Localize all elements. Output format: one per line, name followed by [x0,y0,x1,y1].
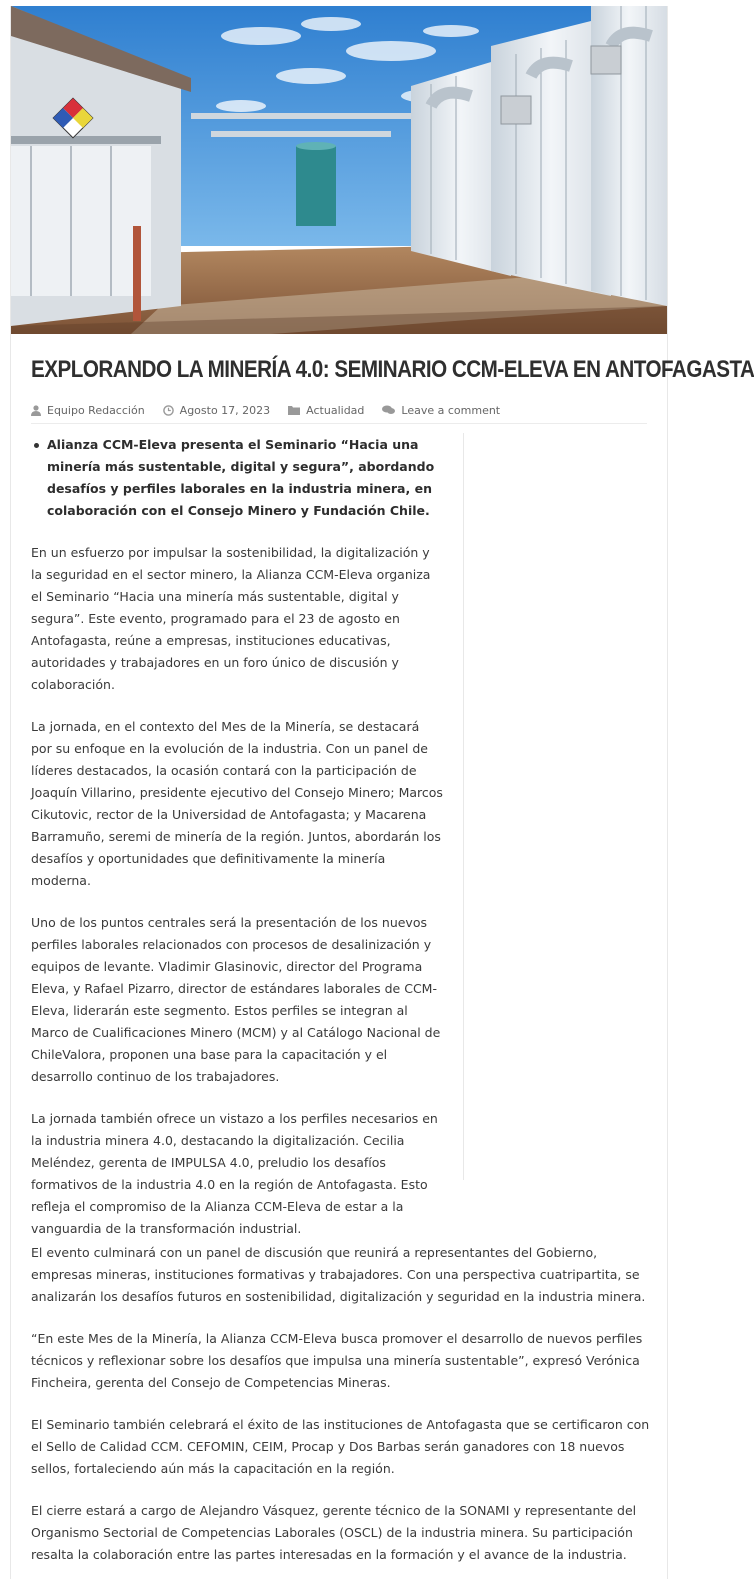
paragraph: La jornada, en el contexto del Mes de la Minería, se destacará por su enfoque en la evolución de la industria. Con un panel de líderes destacados, la ocasión contará con la participación de Joaquín Villarino, presidente ejecutivo del Consejo Minero; Marcos Cikutovic, rector de la Universidad de Antofagasta; y Macarena Barramuño, seremi de minería de la región. Juntos, abordarán los desafíos y oportunidades que definitivamente la minería moderna. [31,719,443,888]
comments-icon [382,405,395,415]
meta-author[interactable] [31,404,145,417]
category-link: Actualidad [306,403,365,417]
paragraph: El Seminario también celebrará el éxito de las instituciones de Antofagasta que se certificaron con el Sello de Calidad CCM. CEFOMIN, CEIM, Procap y Dos Barbas serán ganadores con 18 nuevos sellos, fortaleciendo aún más la capacitación en la región. [31,1417,650,1476]
sidebar-divider [463,433,464,1180]
post-meta [31,397,647,424]
article-card [10,6,754,1579]
folder-icon [288,405,300,415]
post-date: Agosto 17, 2023 [179,403,271,417]
paragraph: En un esfuerzo por impulsar la sostenibilidad, la digitalización y la seguridad en el sector minero, la Alianza CCM-Eleva organiza el Seminario “Hacia una minería más sustentable, digital y segura”. Este evento, programado para el 23 de agosto en Antofagasta, reúne a empresas, instituciones educativas, autoridades y trabajadores en un foro único de discusión y colaboración. [31,545,431,692]
comments-link: Leave a comment [401,403,501,417]
quote-paragraph: “En este Mes de la Minería, la Alianza CCM-Eleva busca promover el desarrollo de nuevos perfiles técnicos y reflexionar sobre los desafíos que impulsa una minería sustentable”, expresó Verónica Fincheira, gerenta del Consejo de Competencias Mineras. [31,1331,643,1390]
clock-icon [163,405,174,416]
paragraph: El cierre estará a cargo de Alejandro Vásquez, gerente técnico de la SONAMI y representante del Organismo Sectorial de Competencias Laborales (OSCL) de la industria minera. Su participación resalta la colaboración entre las partes interesadas en la formación y el avance de la industria. [31,1503,637,1562]
article-title: EXPLORANDO LA MINERÍA 4.0: SEMINARIO CCM-ELEVA EN ANTOFAGASTA [31,356,754,383]
summary-bullet: Alianza CCM-Eleva presenta el Seminario “Hacia una minería más sustentable, digital y segura”, abordando desafíos y perfiles laborales en la industria minera, en colaboración con el Consejo Minero y Fundación Chile. [47,434,443,522]
summary-list [31,434,443,522]
paragraph: El evento culminará con un panel de discusión que reunirá a representantes del Gobierno, empresas mineras, instituciones formativas y trabajadores. Con una perspectiva cuatripartita, se analizarán los desafíos futuros en sostenibilidad, digitalización y seguridad en la industria minera. [31,1245,646,1304]
author-name: Equipo Redacción [47,403,145,417]
hero-image [11,6,667,334]
meta-comments[interactable] [382,404,500,417]
meta-date[interactable] [163,404,271,417]
paragraph: La jornada también ofrece un vistazo a los perfiles necesarios en la industria minera 4.0, destacando la digitalización. Cecilia Meléndez, gerenta de IMPULSA 4.0, preludio los desafíos formativos de la industria 4.0 en la región de Antofagasta. Esto refleja el compromiso de la Alianza CCM-Eleva de estar a la vanguardia de la transformación industrial. [31,1111,438,1236]
meta-category[interactable] [288,404,364,417]
article-body-top [31,434,443,1240]
article-body-bottom [31,1242,651,1566]
paragraph: Uno de los puntos centrales será la presentación de los nuevos perfiles laborales relacionados con procesos de desalinización y equipos de levante. Vladimir Glasinovic, director del Programa Eleva, y Rafael Pizarro, director de estándares laborales de CCM-Eleva, liderarán este segmento. Estos perfiles se integran al Marco de Cualificaciones Minero (MCM) y al Catálogo Nacional de ChileValora, proponen una base para la capacitación y el desarrollo continuo de los trabajadores. [31,915,441,1084]
user-icon [31,405,41,416]
